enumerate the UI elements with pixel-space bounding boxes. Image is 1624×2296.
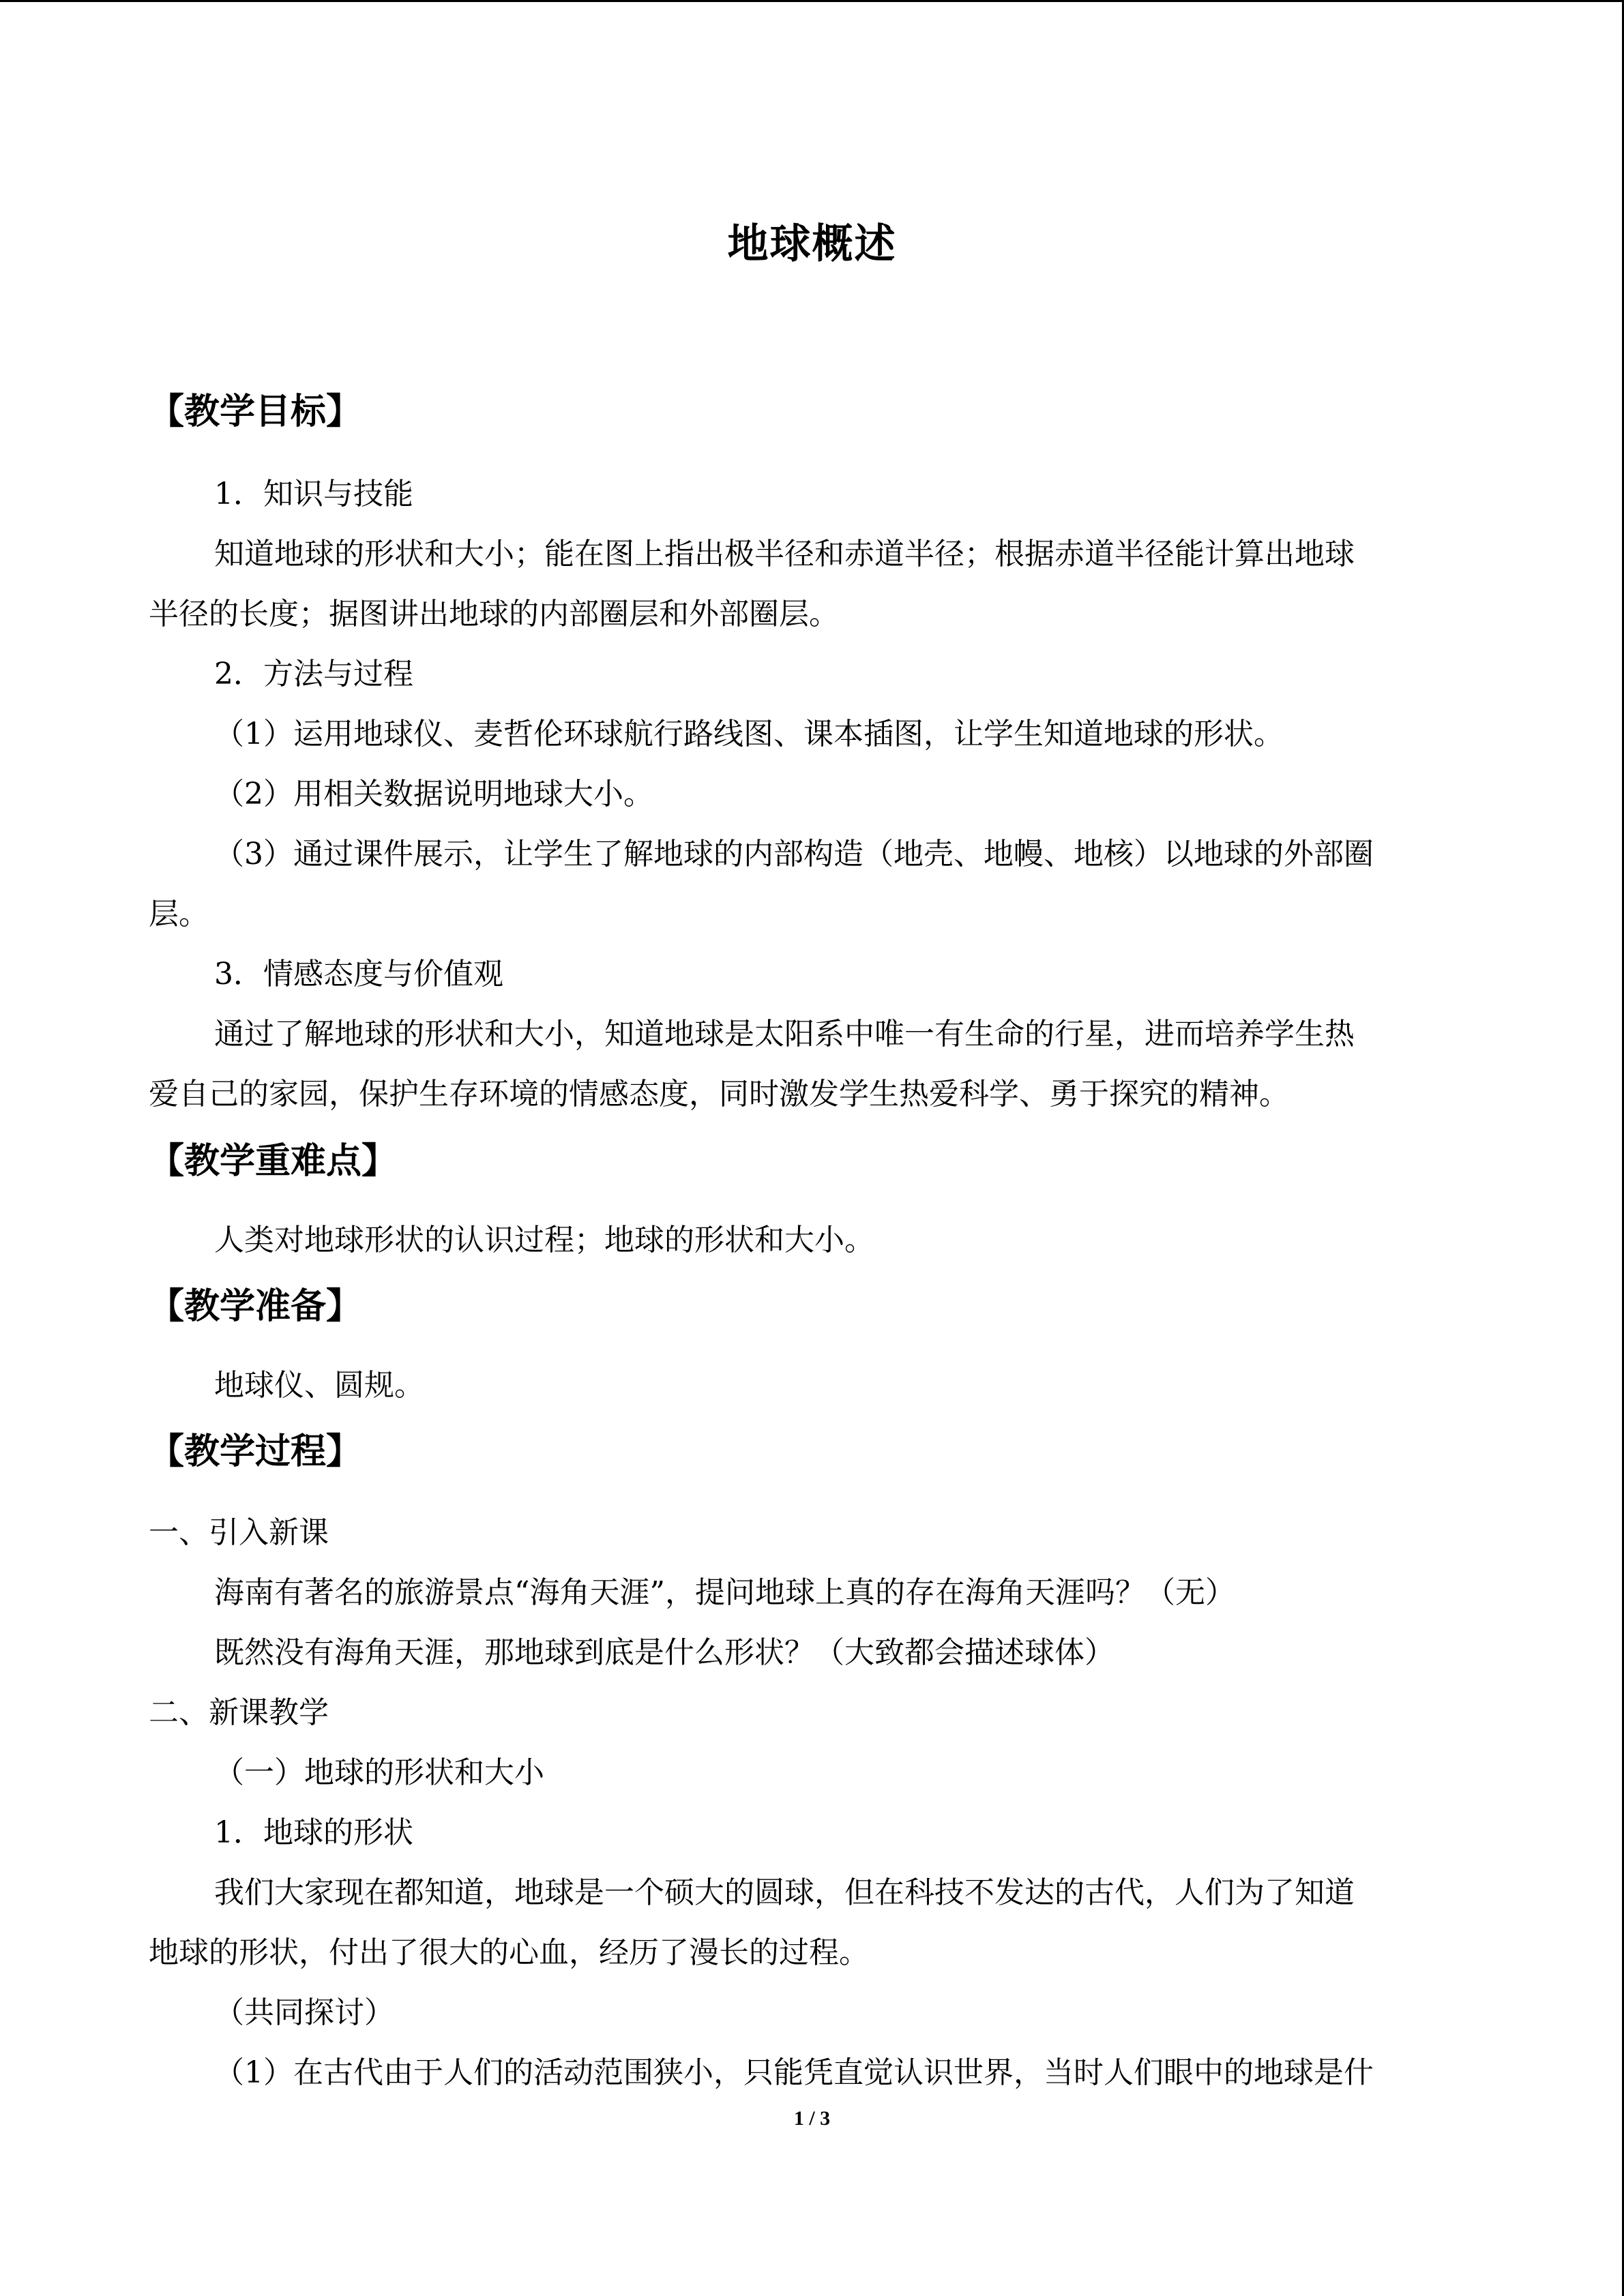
heading-objectives: 【教学目标】: [149, 391, 362, 432]
process-part2-item1-sub1: （1）在古代由于人们的活动范围狭小，只能凭直觉认识世界，当时人们眼中的地球是什: [214, 2055, 1374, 2090]
heading-process: 【教学过程】: [149, 1431, 362, 1472]
objective-1-text-line1: 知道地球的形状和大小；能在图上指出极半径和赤道半径；根据赤道半径能计算出地球: [214, 537, 1355, 571]
process-part2-item1-line1: 我们大家现在都知道，地球是一个硕大的圆球，但在科技不发达的古代，人们为了知道: [214, 1875, 1355, 1910]
process-part2-title: 二、新课教学: [149, 1695, 329, 1730]
preparation-text: 地球仪、圆规。: [214, 1368, 424, 1403]
objective-1-text-line2: 半径的长度；据图讲出地球的内部圈层和外部圈层。: [149, 597, 839, 631]
objective-2-sub2: （2）用相关数据说明地球大小。: [214, 777, 653, 811]
objective-3-title: 3．情感态度与价值观: [214, 957, 503, 992]
process-discussion: （共同探讨）: [214, 1995, 394, 2030]
objective-2-title: 2．方法与过程: [214, 657, 413, 691]
heading-key-points: 【教学重难点】: [149, 1140, 398, 1182]
objective-2-sub3-line2: 层。: [149, 897, 209, 931]
document-title: 地球概述: [727, 220, 897, 268]
process-part1-title: 一、引入新课: [149, 1515, 329, 1550]
objective-3-text-line1: 通过了解地球的形状和大小，知道地球是太阳系中唯一有生命的行星，进而培养学生热: [214, 1017, 1355, 1052]
objective-1-title: 1．知识与技能: [214, 477, 413, 511]
page-number: 1 / 3: [793, 2107, 831, 2130]
process-part1-line1: 海南有著名的旅游景点“海角天涯”，提问地球上真的存在海角天涯吗？（无）: [214, 1575, 1235, 1610]
objective-2-sub1: （1）运用地球仪、麦哲伦环球航行路线图、课本插图，让学生知道地球的形状。: [214, 717, 1284, 751]
process-part1-line2: 既然没有海角天涯，那地球到底是什么形状？（大致都会描述球体）: [214, 1635, 1114, 1670]
process-part2-subtitle: （一）地球的形状和大小: [214, 1755, 544, 1790]
process-part2-item1-title: 1．地球的形状: [214, 1815, 413, 1850]
objective-3-text-line2: 爱自己的家园，保护生存环境的情感态度，同时激发学生热爱科学、勇于探究的精神。: [149, 1077, 1289, 1112]
key-points-text: 人类对地球形状的认识过程；地球的形状和大小。: [214, 1223, 874, 1257]
process-part2-item1-line2: 地球的形状，付出了很大的心血，经历了漫长的过程。: [149, 1935, 869, 1970]
heading-preparation: 【教学准备】: [149, 1285, 362, 1327]
page-top-border: [0, 0, 1624, 2]
objective-2-sub3-line1: （3）通过课件展示，让学生了解地球的内部构造（地壳、地幔、地核）以地球的外部圈: [214, 837, 1374, 871]
